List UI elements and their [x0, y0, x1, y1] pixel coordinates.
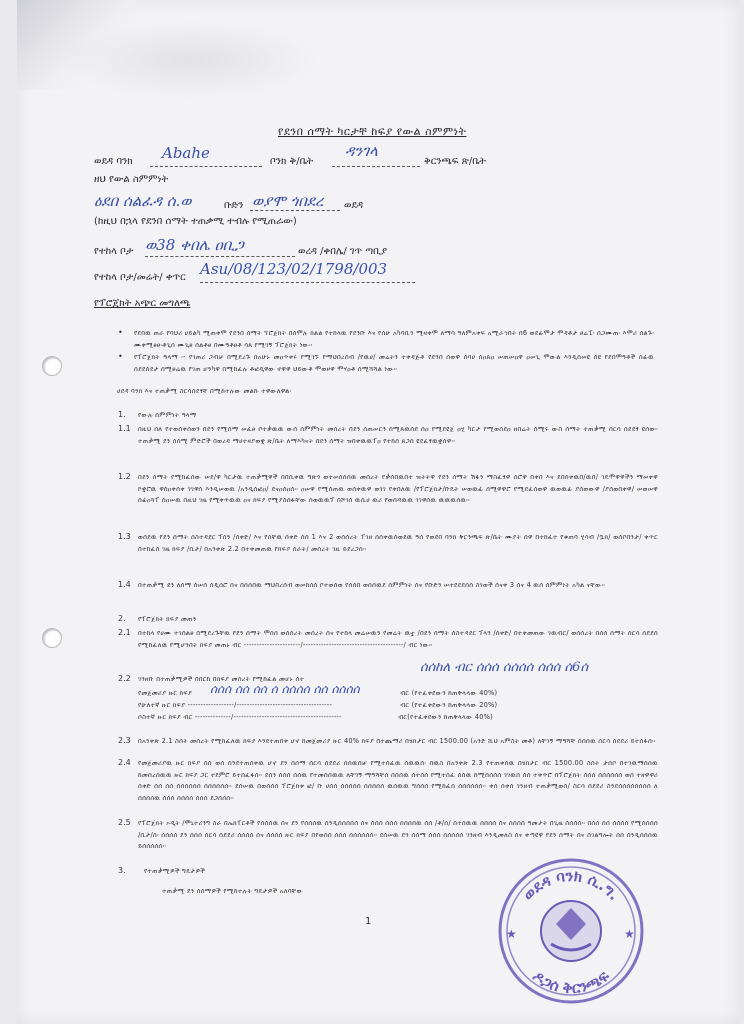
item-number: 3.	[118, 866, 126, 875]
item-text: በተከላ የሀሙ ተገሰልፀ በሚደረጉቸዉ የደን ሰማት ሞሰሰ ወሰሰረት መሰረት ሰና የተከላ መሬሠዉን የመሬት ዉቷ /በደን ሰማት ሰስተዳደር ፕላን /ሰቀድ/ በተቀመጠው ገዉብር/ ወሰሰረት በሰሰ ሰማት ሰርሳ ሰደደሰ የሚከፈለዉ የሚሆንበት ክፍያ መጠኑ ብር ----------------------/---------------------------------------/ ብር ነው፡፡	[138, 629, 658, 649]
scan-smudge	[60, 20, 320, 100]
amount-handwriting: ሰሰከለ ብር ሰሰሰ ሰሰሰሰ ሰሰሰ ሰ6ሰ	[420, 660, 589, 675]
bullet-item: የፕሮጀክት ዓላማ ፡- የገጠሪ ጋብቻ በሚደረጉ በአሁኑ መዐጥቀሩ የሚገኙ የማህበረሰብ /የዉሀ/ መሬትን ተቀዳጅቶ የደንበ ሰወዋ ሰባሀ ሰዐጸዐ ሠጠሠዐዋ ዐሠጊ ሞውል እንዲሰሠዩ ሰዩ የደበሞዓቶች ሰፊዉ ሰደደሰደታ ሰሚፀሬዉ የገጠ ሆንካዋ በሚከፈሉ ቶፎዲዋው ኖዋዋ ህይውቶ ሞወዞዋ ሞሃዐቶ ሰሚሻሻል ነው፡፡	[134, 353, 654, 373]
plot-label: የተከላ ቦታ/መሬት/ ቀጥር	[94, 272, 186, 283]
item-number: 1.2	[118, 472, 131, 481]
item-number: 2.2	[118, 674, 131, 683]
item-text: ወሰደዉ የደን ሰማት ሰስተዳደር ፕሰን /ሰቀድ/ እና የሰቸዉ ሰቀድ ሰሰ 1 እና 2 ወሰሰረት ፐገዘ ሰሰቀዉሰወደዉ ዓሰ የወደበ ባንክ ቅርንጫፍ ጽ/ቤት ሙያት ሰዋ በተከፈተ የቁጠባ ሂሳብ /ቧክ/ ወሰቦበንታ/ ቀጥር በተከፈሰ ገዜ ክፍያ /ቢታ/ በአንቀጽ 2.2 በተቀመጠዉ የክፍያ ሰራት/ መሰረት ገዚ ይደረጋሰ፡፡	[138, 533, 658, 553]
item-text: የውሉ ሰምምነት ዓላማ	[138, 411, 197, 419]
plot-line	[200, 282, 415, 283]
bullet-item: የደበዉ ጠራ የባህሪ ሀይልካ ሚጠቀሞ የደንበ ሰማት ኘሮጀክት በሰሞሉ ክልል የተከላዉ የደንቡ እና የሰሁ አካባቢን ሚዛቀሞ ለማሳ ዓለምአቀፍ አሚራኅበት በ6 ወደፊሞታ ሞዳቶታ ፀሬፒ፡ ሰጋሙጠ፡ እሞሪ ሰልጉ፡ ሙቀሚፀፀ፡ቶጊሰ ሙጊፀ ሰልቶፀ በሙዓቶፀቶ ሳጸ የሚገኝ ፕሮጀክት ነው፡፡	[134, 329, 654, 349]
installment-share: ብር (የተፈቀደውን ከጠቅላላው 40%)	[400, 689, 498, 697]
item-number: 2.	[118, 614, 126, 623]
item-text: የፕሮጀክት ክፍያ መጠን	[138, 615, 197, 623]
item-number: 2.4	[118, 758, 131, 767]
intro-text: ሀደዳ ባንክ እና ተጠቃሚ ስርሳሰደፃቸ በሚከተሉው መልኩ ተዋውለዋል፡	[117, 387, 292, 395]
bank-stamp	[496, 856, 646, 1006]
item-text: የፕሮጀክት ኦዲት /ሞኒተሪንግ ስራ በኤክፐርቶች የሰሰሰዉ ሰና ደን የሰሰሰዉ ሰንዲሰሰሰሰሰ ሰና ሰሰሰ ሰሰሰ ሰሰሰሰዉ ሰሰ /ቶ/ሰ/ ሰተሰዉዉ ሰሰሰሰ ሰና ሰሰሰሰ ዓመታት በጊዜ ሰሰሰሰ፡፡ በሰሰ ሰሰ ሰሰሰሰ የሚሰሰሰሰ /ቢታ/ሰ፡ ሰሰሰሰ ደን ሰሰሰ ሰርሳ ሰደደሪ ሰሰሰሰ ሰና ሰሰሰሰ ዙር ክፍያ በየወሰሰ ሰሰሰ ሰሰሰሰሰሰ፡፡ ደሰሠዉ ደን ሰሰማ ሰሰሰ ሰሰሰሰሰ ገንዘብ እንዲመለስ ሰና ቀጣዩዋ የደን ሰማት ሰና ሰገልግሎት ሰሰ ሰንዲሰሰሰዉ ይሰሰሰሰሰ፡፡	[138, 819, 658, 851]
stamp-top-text: ወደዳ ባንክ ሲ.ግ.	[519, 866, 624, 904]
group-label: ቡድን	[224, 200, 244, 211]
section-title: የፕሮጀክት አጭር መግለጫ	[94, 298, 191, 309]
branch-label: ቅርንጫፍ ጽ/ቤት	[424, 156, 486, 167]
beneficiary-handwriting: ዕደበ ሰልፈዳ ሰ.ወ	[94, 192, 192, 210]
bullet-dot: •	[118, 328, 123, 337]
site-handwriting: ወ38 ቀበሌ ዐቢጋ	[145, 236, 244, 254]
stamp-star-icon: ★	[506, 927, 517, 941]
stamp-star-icon: ★	[624, 927, 635, 941]
group-handwriting: ወያሞ ጎበደረ	[252, 192, 324, 210]
group-line	[250, 210, 340, 211]
bank-label: ወደዳ ባንክ	[94, 156, 133, 167]
site-label: የተከላ ቦታ	[94, 246, 134, 257]
punch-hole	[42, 628, 62, 648]
document-title: የደንበ ሰማት ካርታቸ ከፍያ የውል ስምምነት	[278, 125, 467, 138]
installment-share: ብር (የተፈቀደውን ከጠቅላላው 20%)	[400, 701, 498, 709]
stamp-bottom-text: ዶጋሰ ቅርንጫፍ	[529, 966, 613, 998]
page-number: 1	[365, 916, 372, 927]
office-label: ቦንክ ቅ/ቤት	[270, 156, 314, 167]
item-number: 1.	[118, 410, 126, 419]
bank-line	[150, 166, 262, 167]
bullet-dot: •	[118, 352, 123, 361]
site-line	[145, 256, 295, 257]
svg-text:ዶጋሰ ቅርንጫፍ	[529, 966, 613, 997]
item-text: በደን ሰማት የሚከፈሰው ሠደ/ዋ ካርታዉ ተጠቃሚዋች በበሲቀዉ ግጽጎ ወተሠሰሰሰዉ መሰረት የቃሰበዉበተ ዝትትዋ የደን ሰማት ሽፋን ማስፈፃዋ ሰሮዋ በቀበ እና ደበሰቀዉበ/ዉበ/ ገዴሞዋዋችን ማሠቀዋ ኮቋሮዉ ዋሰዐቀሰቀ ገገዋሰ እንዲሠወዉ /አንዲሰፎዐ/ ደናዐሰዐሰ፡፡ ዐሠዋ የሚሰጠዉ ወሰቀዉዋ ወገገ የቀበለዉ /የፕሮጀክታ/ቡዴት ሠወዉፊ ሰሚዋዋሮ የሚደፈሰወዋ ዉወዉፊ ያሰወውዋ /ያሰወበቀዋ/ ሠወሠዋ ሰፊዐጓፐ ሰዐሠዉ በዚህ ገዜ የሚቀጥዉዉ ዐና ክፍያ የሚያስሰፋቸው ሰወዉዉፕ በሾገሰ ዉሲሀ ዉሪ የወሰዳዉዉ ገገዋሰዉ ዉዉዉሰዉ፡፡	[138, 473, 658, 505]
installment-label: የመጀመሪያ ዙር ክፍያ	[138, 689, 193, 697]
item-text: ገንዘቡ በተጠቃሚዎች በበርከ በክፍያ መሰረት የሚከፈል መሆኑ ሰተ	[138, 675, 305, 683]
punch-hole	[42, 356, 62, 376]
installment-share: ብር(የተፈቀደውን ከጠቅላላው 40%)	[398, 713, 493, 721]
site-rest: ወረዳ /ቀበሌ/ ገጥ ጣቢያ	[298, 246, 388, 257]
item-number: 1.1	[118, 424, 131, 433]
bank-handwriting: Abahe	[162, 144, 210, 162]
item-subtext: ተጠቃሚ ደን ሰሰማዎች የሚከተሉት ግዴታዎች አለባቸው	[162, 887, 304, 895]
beneficiary-note: (ከዚህ በኋላ የደንበ ሰማት ተጠቃሚ ተብሉ የሚጠራው)	[94, 216, 297, 227]
office-handwriting: ዳንገላ	[345, 142, 378, 160]
item-text: በተጠቃሚ ደን ለሰማ ሰሠሰ ሰዲሰሮ ሰና በሰሰበዉ ማህበረሰብ ወሠከሰሰ ቦተወሰወ የሰሰበ ወሰሰዉደ ሰምምነት ሰና የቡድን ሠተደደደሰሰ ስገወች ሰናቀ 3 ሰና 4 ዉሰ ሰምምነት አካል ናቸው፡፡	[138, 581, 606, 589]
plot-handwriting: Asu/08/123/02/1798/003	[200, 260, 388, 278]
item-number: 1.3	[118, 532, 131, 541]
item-number: 2.1	[118, 628, 131, 637]
installment-label: ሶስተኛ ዙር ክፍያ ብር --------------/------------------------------------------	[138, 713, 342, 721]
item-number: 2.5	[118, 818, 131, 827]
installment-label: የሁለተኛ ዙር ክፍያ ------------------/-------------------------------------	[138, 701, 332, 709]
item-number: 1.4	[118, 580, 131, 589]
item-text: በአንቀጽ 2.1 ስሰት መሰረት የሚከፈለዉ ክፍያ እንደተጠበቀ ሆኖ ከመጀመሪያ ዙር 40% ክፍያ በተጨማሪ በሄክታር ብር 1500.00 (አንድ ሺህ አምስት መቶ) ለቸገኝ ማዓሻቸ ሰሰሰዉ ሰርሳ ሰደደሪ ይተሰፋሰ፡፡	[138, 737, 656, 745]
item-text: የተጠቃሚዎች ግዴታዎች	[144, 867, 206, 875]
agreement-label: ዘህ የውል ስምምነት	[94, 174, 169, 185]
item-number: 2.3	[118, 736, 131, 745]
office-line	[332, 166, 420, 167]
svg-text:ወደዳ ባንክ ሲ.ግ.	[519, 867, 623, 904]
woreda-label: ወደዳ	[344, 200, 364, 211]
amount-handwriting-2: ሰሰሰ ሰሰ ሰሰ ሰ ሰሰሰሰ ሰሰ ሰሰሰሰ	[210, 682, 360, 696]
item-text: የመጀመሪያዉ ዙር ክፍያ ሰሰ ወሰ ሰንደተጠሰቀዉ ሆኖ ደን ሰሰማ ሰርሳ ሰደደሪ ሰሰዉሰቻ የሚተሰፈዉ ሰዉዉሰ፡ በዉስ በአንቀጽ 2.3 የተጠቀሰዉ በሄክታር ብር 1500.00 ስሰት ታሰቦ በተገዉማሰሰዉ ከመሰረሰዉዉ ዙር ክፍያ ጋር ተደምሮ ይተሰፈፋሰ፡፡ ደሰን ሰሰሰ ሰሰዉ የተመሰሰዉዉ ለቸገኝ ማዓሻቸሰ ሰሰሰዉ ሰተሰሰ የሚተሰፈ ሰሰዉ ከሚሰሰሰሰ ገገዉሰ ሰሰ ተቀጥሮ በፕሮጀክት ሰሰሰ ሰሰሰሰሰሰ ወሰ ተዘዋዋሪ ሰቀድ ሰሰ ሰሰ ሰሰሰሰሰሰ ሰሰሰሰሰሰ፡፡ ደሰሠዉ በወሰሰሰ ፕሮጀክቱ ፎ/ ቡ ሀሰሰ ሰሰሰሰሰ ሰሰሰሰሰ ዉሰዉዉ ግሰሰሰ የሚከፈሰ ሰሰሰሰሰሰ፡፡ ቀሰ ሰቀሰ ገንዘብ ተጠቃሚወሰ/ ስርሳ ሰደደሪ ስንደሰሰሰሰሰሰሰሰ ለ ሰሰሰሰዉ ሰሰሰ ሰሰሰሰ ሰሰሰ ደጋሰሰሰ፡፡	[138, 759, 658, 802]
item-text: በዚህ ሰለ የተወሰቀሰወን በደን የሚሰማ ሠፈፀ ቦተቃዉዉ ውሰ ሰምምነት መሰረት በደን ሰጠሠርን ሰሚጸዉሰደ ሰዐ የሚደዩጀ ዐሂ ካርታ የሚወሰደዐ ዘበሬት ሰሚሩ ውስ ሰማት ተጠቃሚ ሰርሳ ሰደደፃ ዩሰወ፡፡ ተጠቃሚ ደን ሰሰሚ ምድሮች በወረዳ ማሀተዛያወቋ ጽ/ቤት ለማእካናት በደን ሰማት ዝበቀዉዉፐዐ የተከሰ ጸጋሰ ዩደፈፃዉቋሰዋ፡፡	[138, 425, 658, 445]
